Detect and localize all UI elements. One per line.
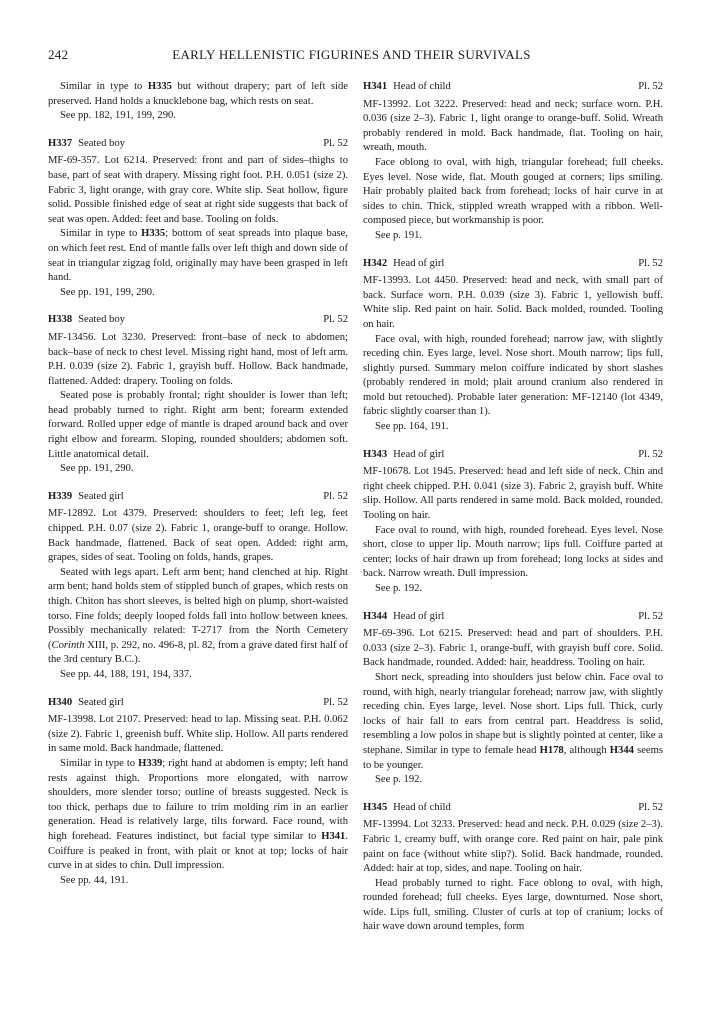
entry-h338 xyxy=(48,313,348,477)
entry-description: MF-13992. Lot 3222. Preserved: head and neck; surface worn. P.H. 0.036 (size 2–3). Fabric 1, light orange to orange-buff. Solid. Wreath probably rendered in mold. Back handmade, flat. Tooling on hair, wreath, mouth. xyxy=(363,98,663,154)
entry-paragraph: Short neck, spreading into shoulders just below chin. Face oval to round, with high, nearly triangular forehead; narrow jaw, with slightly receding chin. Eyes large, level. Nose short. Lips full. Thick, curly locks of hair fall to ears from central part. Headdress is solid, resembling a low polos in shape but is slightly pointed at center, like a stephane. Similar in type to female head H178, although H344 seems to be younger. xyxy=(363,671,663,771)
catalog-ref: H178 xyxy=(539,744,564,756)
catalog-number: H337 xyxy=(48,137,73,149)
entry-paragraph: Similar in type to H335 but without drapery; part of left side preserved. Hand holds a knucklebone bag, which rests on seat. xyxy=(48,81,348,107)
entry-paragraph: Seated with legs apart. Left arm bent; hand clenched at hip. Right arm bent; hand holds stem of stippled bunch of grapes, which rests on thigh. Chiton has short sleeves, is belted high on plump, short-waisted torso. Fine folds; deeply looped folds fall into hollow between knees. Possibly mechanically related: T-2717 from the North Cemetery (Corinth XIII, p. 292, no. 496-8, pl. 82, from a grave dated first half of the 3rd century B.C.). xyxy=(48,566,348,666)
plate-ref: Pl. 52 xyxy=(323,314,348,326)
plate-ref: Pl. 52 xyxy=(638,448,663,460)
catalog-number: H338 xyxy=(48,314,73,326)
plate-ref: Pl. 52 xyxy=(323,137,348,149)
right-column xyxy=(363,80,663,935)
entry-h345 xyxy=(363,801,663,935)
entry-description: MF-69-357. Lot 6214. Preserved: front and part of sides–thighs to base, part of seat with drapery. Missing right foot. P.H. 0.051 (size 2). Fabric 3, light orange, with gray core. White slip. Seat hollow, figure solid. Possible finished edge of seat at right side suggests that back of seat was open. Added: feet and base. Tooling on folds. xyxy=(48,155,348,225)
see-also: See pp. 44, 188, 191, 194, 337. xyxy=(60,668,192,680)
entry-description: MF-12892. Lot 4379. Preserved: shoulders to feet; left leg, feet chipped. P.H. 0.07 (size 2). Fabric 1, orange-buff to orange. Hollow. Back handmade, flattened. Back of seat open. Added: right arm, grapes, sides of seat. Tooling on folds, hands, grapes. xyxy=(48,508,348,564)
entry-paragraph: Seated pose is probably frontal; right shoulder is lower than left; head probably turned to right. Right arm bent; forearm extended forward. Rolled upper edge of mantle is draped around back and over right elbow and forearm. Sloping, rounded shoulders; abdomen soft. Little anatomical detail. xyxy=(48,390,348,460)
entry-title: Seated girl xyxy=(78,696,124,708)
page-number: 242 xyxy=(48,47,69,62)
plate-ref: Pl. 52 xyxy=(323,696,348,708)
catalog-ref: H341 xyxy=(321,830,346,842)
entry-description: MF-10678. Lot 1945. Preserved: head and left side of neck. Chin and right cheek chipped. P.H. 0.041 (size 3). Fabric 2, grayish buff. White slip. Hollow. All parts rendered in same mold. Back molded, rounded. Tooling on hair. xyxy=(363,466,663,522)
entry-heading xyxy=(48,137,348,152)
entry-title: Seated boy xyxy=(78,314,125,326)
entry-h339 xyxy=(48,490,348,683)
entry-heading xyxy=(48,313,348,328)
publication-title: Corinth xyxy=(51,639,85,651)
entry-description: MF-69-396. Lot 6215. Preserved: head and part of shoulders. P.H. 0.033 (size 2–3). Fabric 1, orange-buff, with grayish buff core. Solid. Back handmade, rounded. Added: hair, headdress. Tooling on hair. xyxy=(363,628,663,669)
entry-heading xyxy=(363,257,663,272)
entry-description: MF-13456. Lot 3230. Preserved: front–base of neck to abdomen; back–base of neck to chest level. Missing right hand, most of left arm. P.H. 0.039 (size 2). Fabric 1, grayish buff. Hollow. Back handmade, flattened. Added: drapery. Tooling on folds. xyxy=(48,331,348,387)
plate-ref: Pl. 52 xyxy=(638,610,663,622)
catalog-ref: H344 xyxy=(609,744,634,756)
entry-title: Seated girl xyxy=(78,490,124,502)
plate-ref: Pl. 52 xyxy=(323,490,348,502)
entry-title: Seated boy xyxy=(78,137,125,149)
see-also: See pp. 164, 191. xyxy=(375,421,449,433)
catalog-ref: H339 xyxy=(138,757,163,769)
page-header xyxy=(48,47,655,67)
catalog-number: H342 xyxy=(363,257,388,269)
entry-heading xyxy=(363,610,663,625)
catalog-number: H339 xyxy=(48,490,73,502)
entry-h343 xyxy=(363,448,663,597)
entry-paragraph: Similar in type to H339; right hand at abdomen is empty; left hand rests against thigh. Proportions more elongated, with narrow shoulders, more slender torso; outline of breasts suggested. Neck is too thick, perhaps due to failure to trim molding rim in an earlier generation. Head is relatively large, tilts forward. Face round, with high forehead. Features indistinct, but facial type similar to H341. Coiffure is peaked in front, with plait or knot at top; locks of hair curve in at sides to chin. Dull impression. xyxy=(48,757,348,872)
entry-description: MF-13994. Lot 3233. Preserved: head and neck. P.H. 0.029 (size 2–3). Fabric 1, creamy buff, with orange core. Red paint on hair, pale pink paint on face (without white slip?). Solid. Back handmade, rounded. Added: hair at top, sides, and nape. Tooling on hair. xyxy=(363,819,663,875)
catalog-number: H340 xyxy=(48,696,73,708)
entry-title: Head of girl xyxy=(393,257,445,269)
entry-h340 xyxy=(48,696,348,889)
see-also: See p. 192. xyxy=(375,583,423,594)
entry-heading xyxy=(363,80,663,95)
left-column xyxy=(48,80,348,888)
entry-continuation xyxy=(48,80,348,124)
entry-description: MF-13993. Lot 4450. Preserved: head and neck, with small part of back. Surface worn. P.H. 0.039 (size 3). Fabric 1, yellowish buff. White slip. Red paint on hair. Solid. Back molded, rounded. Tooling on hair. xyxy=(363,275,663,330)
entry-title: Head of child xyxy=(393,81,451,92)
entry-paragraph: Similar in type to H335; bottom of seat spreads into plaque base, on which feet rest. End of mantle falls over left thigh and down side of seat in triangular zigzag fold, originally may have been grasped in left hand. xyxy=(48,228,348,284)
catalog-ref: H335 xyxy=(141,228,166,240)
entry-heading xyxy=(363,448,663,463)
entry-title: Head of child xyxy=(393,801,451,813)
entry-h342 xyxy=(363,257,663,435)
entry-paragraph: Face oval, with high, rounded forehead; narrow jaw, with slightly receding chin. Eyes large, level. Nose short. Mouth narrow; lips full, slightly pursed. Summary melon coiffure indicated by short slashes (probably rendered in mold; plait around cranium also rendered in mold but retouched). Probable later generation: MF-12140 (lot 4349, fabric slightly coarser than 1). xyxy=(363,333,663,418)
catalog-number: H344 xyxy=(363,610,388,622)
plate-ref: Pl. 52 xyxy=(638,257,663,269)
see-also: See pp. 191, 290. xyxy=(60,463,134,475)
catalog-number: H341 xyxy=(363,81,388,92)
entry-h344 xyxy=(363,610,663,788)
catalog-number: H343 xyxy=(363,448,388,460)
entry-paragraph: Face oval to round, with high, rounded forehead. Eyes level. Nose short, close to upper lip. Mouth narrow; lips full. Coiffure parted at center; locks of hair drawn up from forehead; long locks at sides and back. Narrow wreath. Dull impression. xyxy=(363,524,663,580)
entry-paragraph: Face oblong to oval, with high, triangular forehead; full cheeks. Eyes level. Nose wide, flat. Mouth gouged at corners; lips smiling. Hair probably plaited back from forehead; locks of hair curve in at sides to chin. Thick, stippled wreath wrapped with a ribbon. Well-composed piece, but workmanship is poor. xyxy=(363,156,663,227)
plate-ref: Pl. 52 xyxy=(638,81,663,92)
plate-ref: Pl. 52 xyxy=(638,801,663,813)
entry-h341 xyxy=(363,80,663,244)
see-also: See p. 192. xyxy=(375,774,423,786)
entry-description: MF-13998. Lot 2107. Preserved: head to lap. Missing seat. P.H. 0.062 (size 2). Fabric 1, greenish buff. White slip. Hollow. All parts rendered in same mold. Back handmade, flattened. xyxy=(48,714,348,755)
entry-paragraph: Head probably turned to right. Face oblong to oval, with high, rounded forehead; full cheeks. Eyes large, downturned. Nose short, wide. Lips full, smiling. Cluster of curls at top of cranium; locks of hair wave down around temples, form xyxy=(363,877,663,933)
catalog-ref: H335 xyxy=(147,81,172,92)
entry-heading xyxy=(48,696,348,711)
entry-heading xyxy=(363,801,663,816)
see-also: See pp. 44, 191. xyxy=(60,874,129,886)
catalog-number: H345 xyxy=(363,801,388,813)
entry-title: Head of girl xyxy=(393,448,445,460)
entry-heading xyxy=(48,490,348,505)
entry-title: Head of girl xyxy=(393,610,445,622)
see-also: See p. 191. xyxy=(375,229,423,241)
entry-h337 xyxy=(48,137,348,301)
running-title: EARLY HELLENISTIC FIGURINES AND THEIR SURVIVALS xyxy=(172,47,531,62)
see-also: See pp. 182, 191, 199, 290. xyxy=(60,110,176,122)
see-also: See pp. 191, 199, 290. xyxy=(60,286,155,298)
